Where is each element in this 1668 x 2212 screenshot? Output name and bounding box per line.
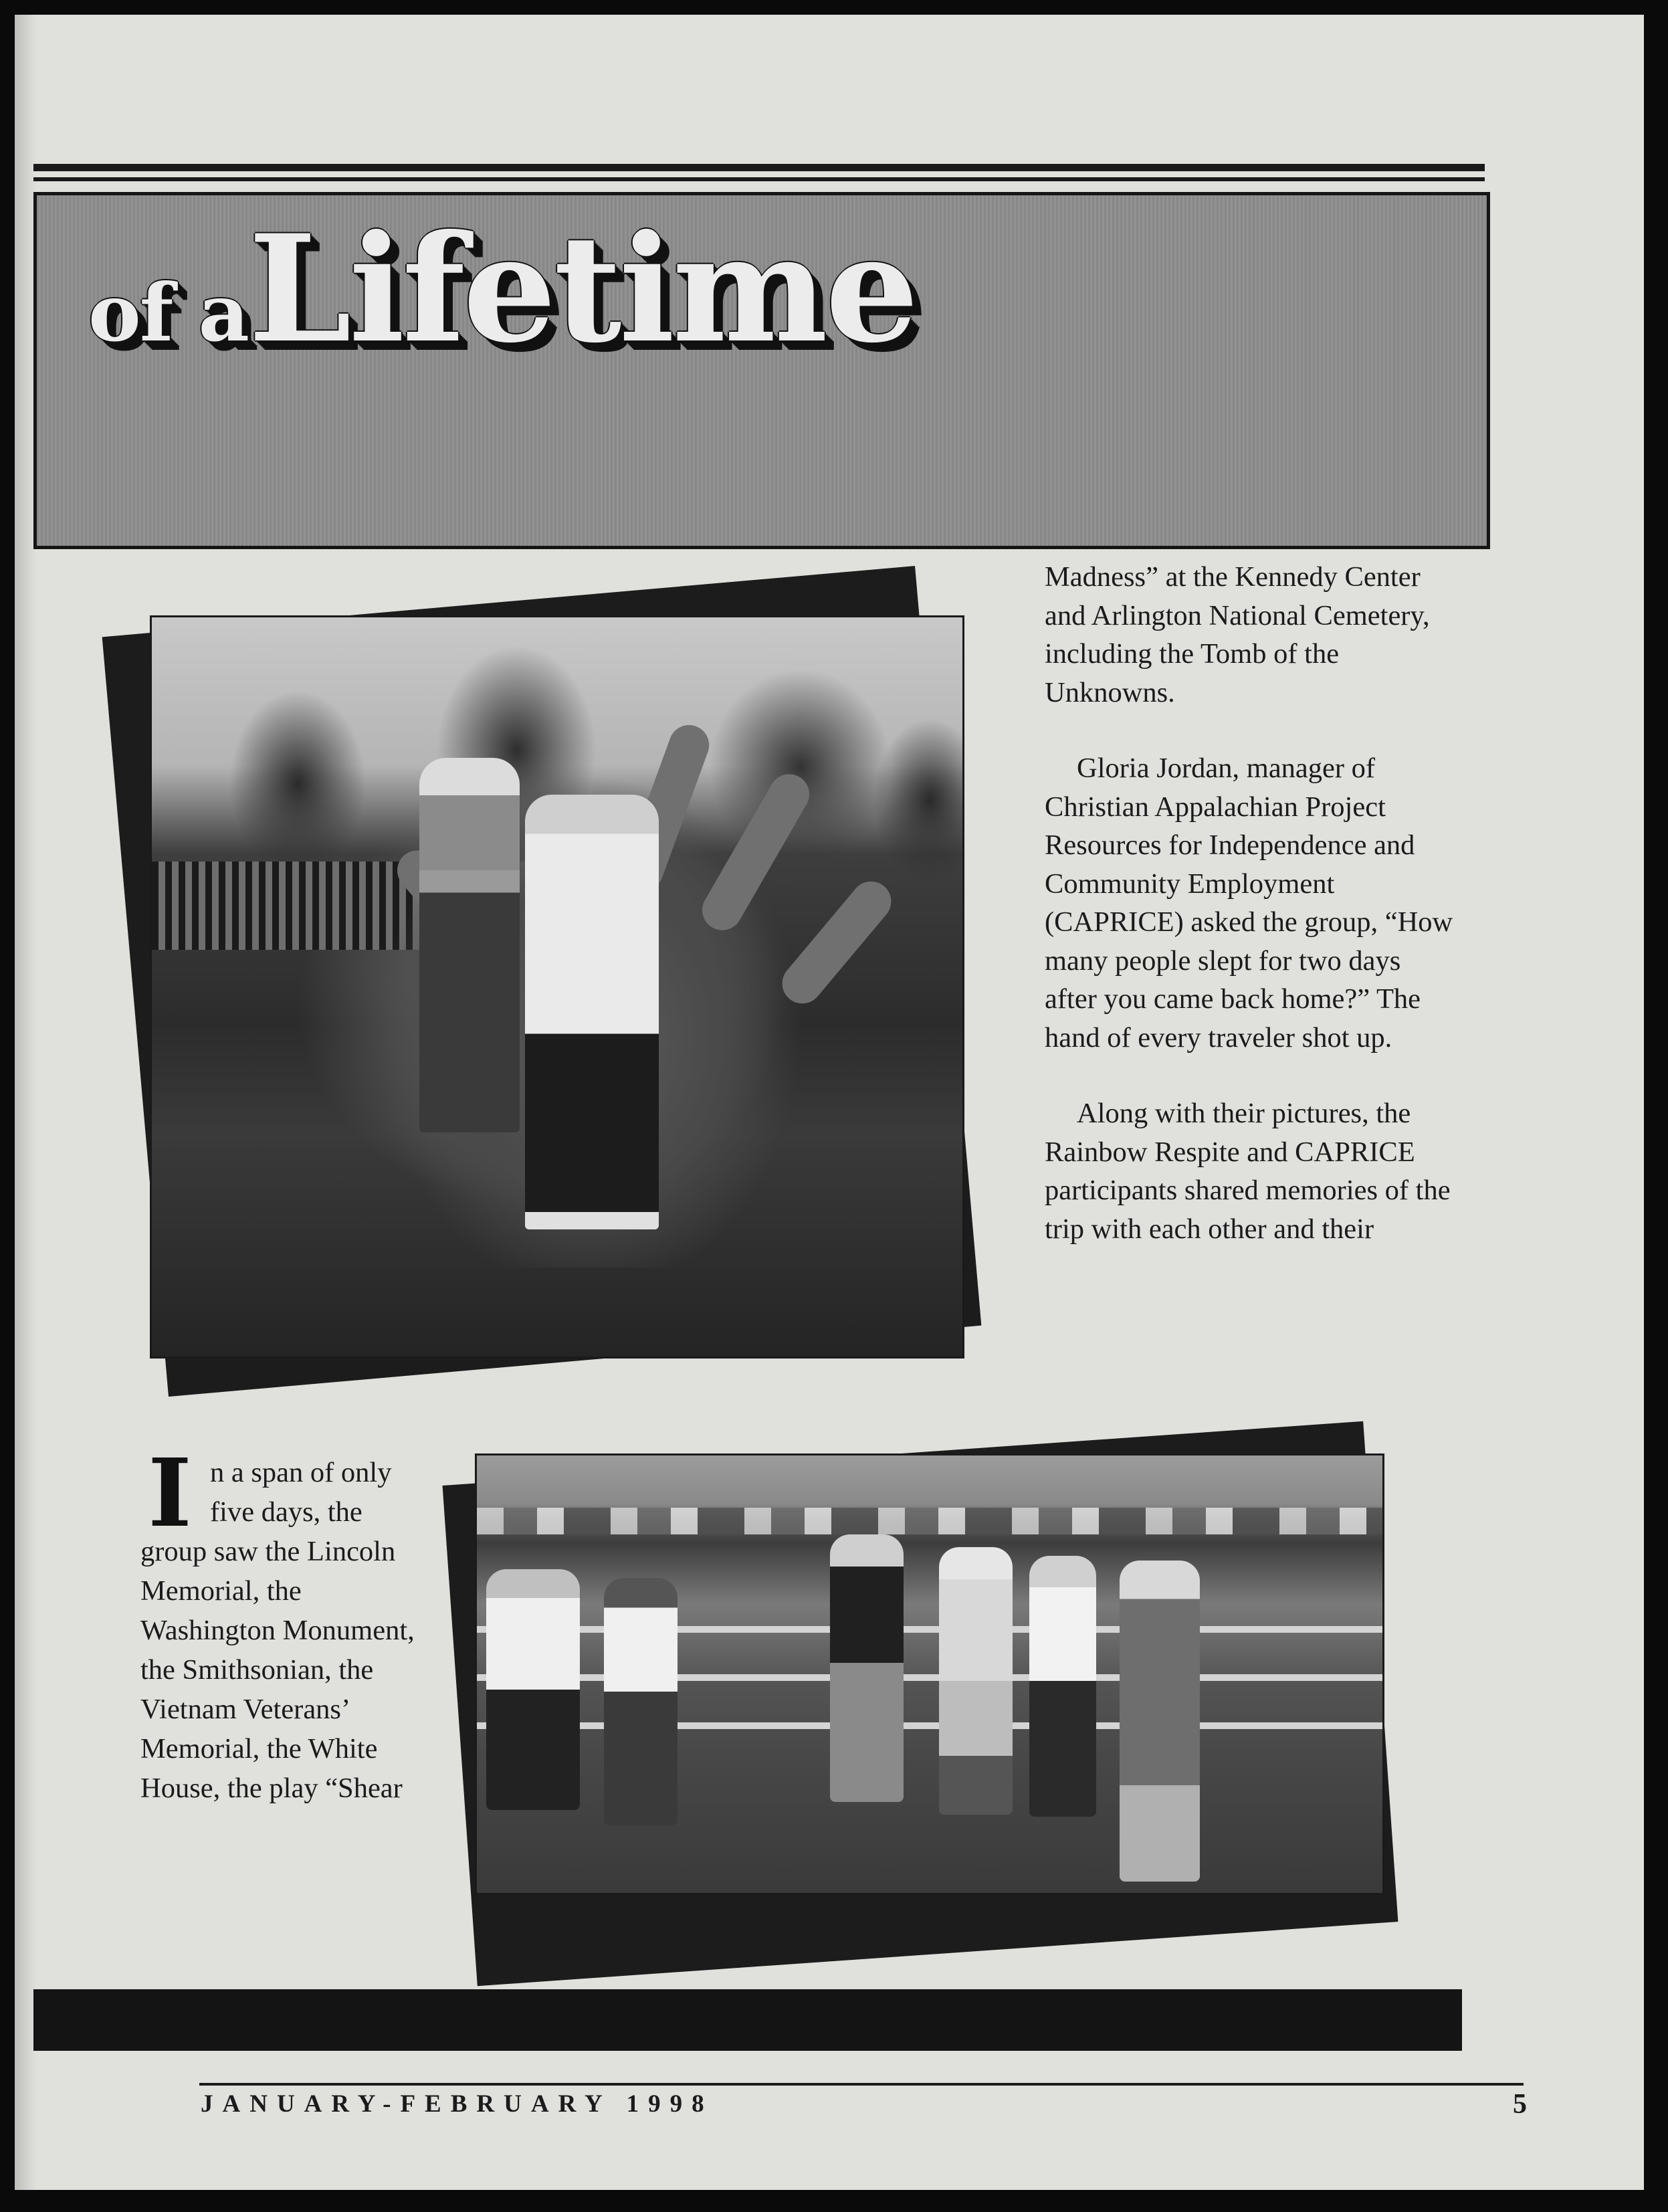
page-number: 5 [1513, 2089, 1527, 2120]
title-word: Lifetime [248, 202, 916, 375]
magazine-page [15, 15, 1644, 2190]
photo-waterfront-group [475, 1453, 1384, 1895]
photo-person [939, 1547, 1013, 1815]
photo-hand-sculpture [150, 615, 964, 1359]
photo-person [1029, 1556, 1096, 1817]
top-rule-thick [33, 164, 1485, 171]
photo-person [604, 1578, 677, 1825]
paragraph-1: Madness” at the Kennedy Center and Arlington National Cemetery, including the Tomb of the Unknowns. [1045, 561, 1430, 708]
photo-far-shore [477, 1508, 1382, 1534]
top-rule-thin [33, 177, 1485, 181]
article-title [88, 202, 916, 375]
photo-person-woman-white-shirt [525, 795, 659, 1229]
photo-person [830, 1534, 904, 1802]
issue-date: JANUARY-FEBRUARY 1998 [201, 2090, 714, 2118]
photo-person-woman-striped-shirt [419, 758, 520, 1132]
drop-cap: I [148, 1439, 192, 1548]
opening-paragraph: n a span of only five days, the group saw the Lincoln Memorial, the Washington Monument, the Smithsonian, the Vietnam Veterans’ Memorial, the White House, the play “Shear [140, 1457, 415, 1804]
article-text-left-column [140, 1439, 435, 1808]
footer-rule [199, 2083, 1524, 2086]
article-text-right-column [1045, 558, 1459, 1286]
title-prefix: of a [88, 266, 249, 359]
photo-person [486, 1569, 580, 1810]
paragraph-2: Gloria Jordan, manager of Christian Appalachian Project Resources for Independence and Community Employment (CAPRICE) asked the group, “How many people slept for two days after you came back home?” The hand of every traveler shot up. [1045, 752, 1453, 1053]
bottom-black-bar [33, 1989, 1462, 2051]
paragraph-3: Along with their pictures, the Rainbow Respite and CAPRICE participants shared memories of the trip with each other and their [1045, 1098, 1451, 1245]
photo-person [1120, 1561, 1200, 1882]
